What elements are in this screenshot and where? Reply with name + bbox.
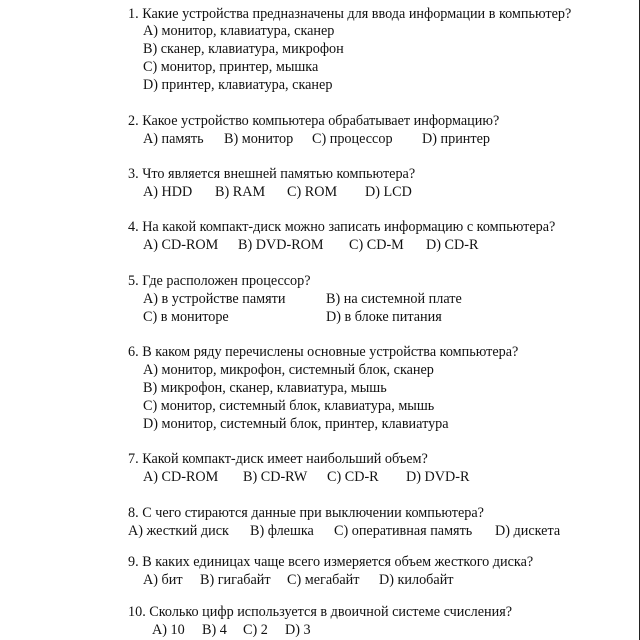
question-8-option-a: A) жесткий диск xyxy=(128,523,229,539)
question-8-text: 8. С чего стираются данные при выключении компьютера? xyxy=(128,505,484,521)
question-9-option-a: A) бит xyxy=(143,572,183,588)
question-1-option-b: B) сканер, клавиатура, микрофон xyxy=(143,41,344,57)
question-4-option-a: A) CD-ROM xyxy=(143,237,219,253)
question-3-text: 3. Что является внешней памятью компьютера? xyxy=(128,166,416,182)
question-3-option-b: B) RAM xyxy=(215,184,266,200)
question-10-option-c: C) 2 xyxy=(243,622,268,638)
question-1-text: 1. Какие устройства предназначены для ввода информации в компьютер? xyxy=(128,6,572,22)
question-1-option-d: D) принтер, клавиатура, сканер xyxy=(143,77,333,93)
question-7-option-d: D) DVD-R xyxy=(406,469,470,485)
question-6-option-d: D) монитор, системный блок, принтер, клавиатура xyxy=(143,416,449,432)
question-6-option-c: C) монитор, системный блок, клавиатура, мышь xyxy=(143,398,435,414)
question-3-option-a: A) HDD xyxy=(143,184,193,200)
question-7-option-a: A) CD-ROM xyxy=(143,469,219,485)
question-5-text: 5. Где расположен процессор? xyxy=(128,273,311,289)
question-8-option-b: B) флешка xyxy=(250,523,314,539)
question-4-option-c: C) CD-M xyxy=(349,237,404,253)
question-3-option-d: D) LCD xyxy=(365,184,412,200)
question-2-option-c: C) процессор xyxy=(312,131,393,147)
question-4-option-d: D) CD-R xyxy=(426,237,479,253)
question-10-option-a: A) 10 xyxy=(152,622,185,638)
question-4-text: 4. На какой компакт-диск можно записать информацию с компьютера? xyxy=(128,219,556,235)
question-9-option-b: B) гигабайт xyxy=(200,572,271,588)
question-2-option-b: B) монитор xyxy=(224,131,294,147)
question-10-text: 10. Сколько цифр используется в двоичной системе счисления? xyxy=(128,604,513,620)
question-3-option-c: C) ROM xyxy=(287,184,338,200)
question-2-option-d: D) принтер xyxy=(422,131,490,147)
question-5-option-d: D) в блоке питания xyxy=(326,309,442,325)
question-5-option-b: B) на системной плате xyxy=(326,291,462,307)
question-9-text: 9. В каких единицах чаще всего измеряется объем жесткого диска? xyxy=(128,554,534,570)
question-8-option-d: D) дискета xyxy=(495,523,561,539)
question-2-text: 2. Какое устройство компьютера обрабатывает информацию? xyxy=(128,113,500,129)
question-10-option-d: D) 3 xyxy=(285,622,311,638)
question-8-option-c: C) оперативная память xyxy=(334,523,473,539)
question-1-option-a: A) монитор, клавиатура, сканер xyxy=(143,23,335,39)
question-5-option-a: A) в устройстве памяти xyxy=(143,291,286,307)
question-7-option-c: C) CD-R xyxy=(327,469,379,485)
question-4-option-b: B) DVD-ROM xyxy=(238,237,324,253)
question-6-option-a: A) монитор, микрофон, системный блок, сканер xyxy=(143,362,434,378)
question-7-option-b: B) CD-RW xyxy=(243,469,308,485)
question-5-option-c: C) в мониторе xyxy=(143,309,229,325)
question-7-text: 7. Какой компакт-диск имеет наибольший объем? xyxy=(128,451,428,467)
question-6-option-b: B) микрофон, сканер, клавиатура, мышь xyxy=(143,380,387,396)
question-9-option-d: D) килобайт xyxy=(379,572,454,588)
question-1-option-c: C) монитор, принтер, мышка xyxy=(143,59,319,75)
question-2-option-a: A) память xyxy=(143,131,204,147)
question-9-option-c: C) мегабайт xyxy=(287,572,360,588)
question-6-text: 6. В каком ряду перечислены основные устройства компьютера? xyxy=(128,344,519,360)
question-10-option-b: B) 4 xyxy=(202,622,227,638)
